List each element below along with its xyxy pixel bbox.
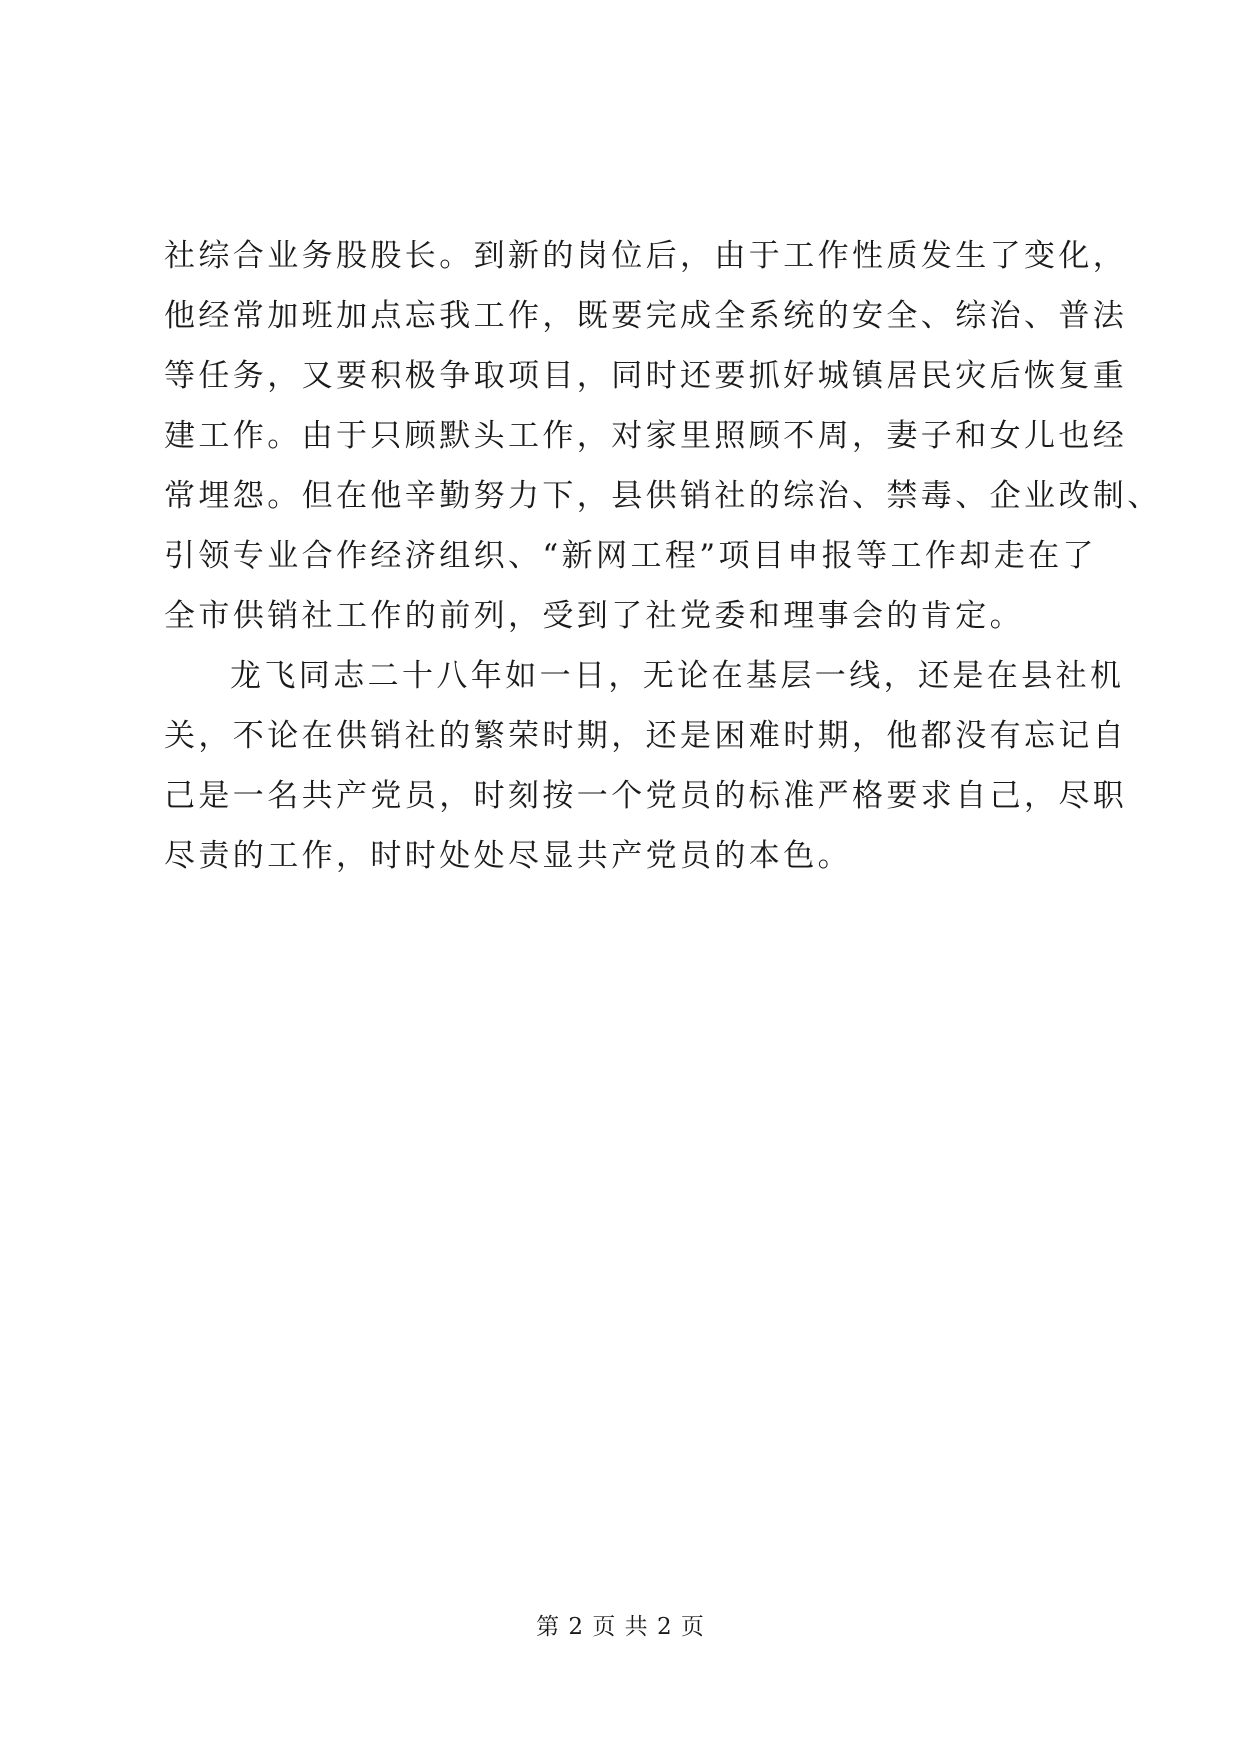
page-number-footer: 第 2 页 共 2 页 — [536, 1614, 705, 1640]
text-line: 建工作。由于只顾默头工作，对家里照顾不周，妻子和女儿也经 — [164, 418, 1128, 454]
text-line: 全市供销社工作的前列，受到了社党委和理事会的肯定。 — [164, 598, 1024, 634]
text-line: 社综合业务股股长。到新的岗位后，由于工作性质发生了变化， — [164, 238, 1128, 274]
text-line: 常埋怨。但在他辛勤努力下，县供销社的综治、禁毒、企业改制、 — [164, 478, 1162, 514]
text-line: 己是一名共产党员，时刻按一个党员的标准严格要求自己，尽职 — [164, 778, 1128, 814]
paragraph-1 — [164, 226, 1162, 646]
text-line: 引领专业合作经济组织、“新网工程”项目申报等工作却走在了 — [164, 538, 1097, 574]
text-line: 他经常加班加点忘我工作，既要完成全系统的安全、综治、普法 — [164, 298, 1128, 334]
paragraph-2 — [164, 646, 1128, 886]
text-line: 等任务，又要积极争取项目，同时还要抓好城镇居民灾后恢复重 — [164, 358, 1128, 394]
text-line: 龙飞同志二十八年如一日，无论在基层一线，还是在县社机 — [230, 658, 1125, 694]
body-text — [164, 226, 1162, 886]
text-line: 尽责的工作，时时处处尽显共产党员的本色。 — [164, 838, 852, 874]
text-line: 关，不论在供销社的繁荣时期，还是困难时期，他都没有忘记自 — [164, 718, 1128, 754]
